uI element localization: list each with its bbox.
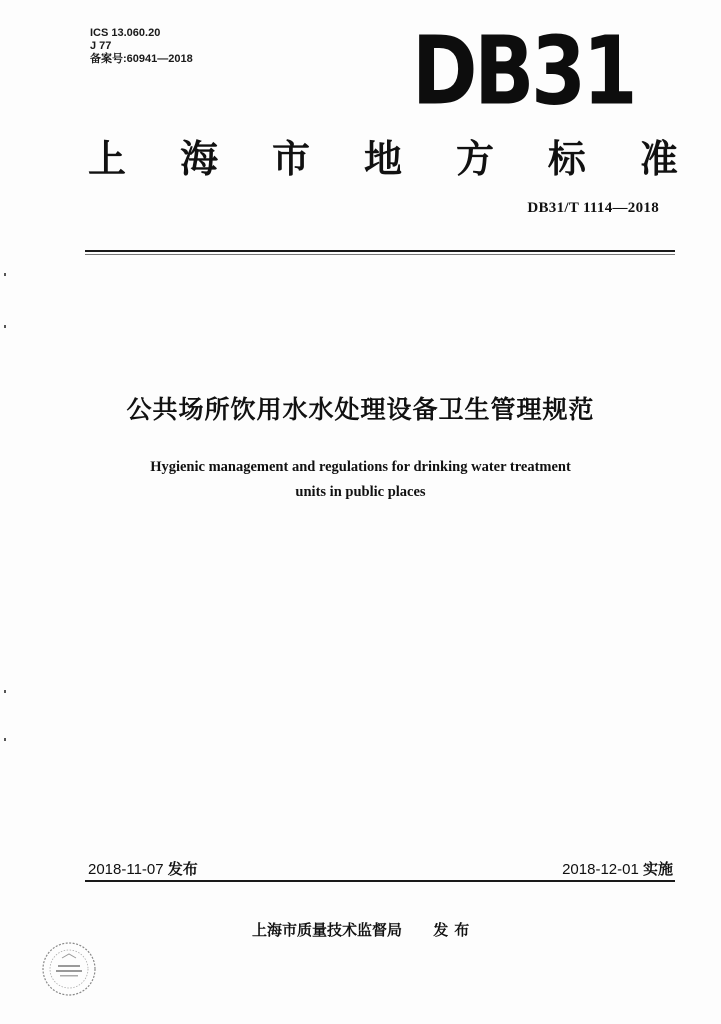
standard-title-char: 方 [455, 137, 494, 181]
standard-title-char: 市 [271, 137, 310, 181]
classification-block [90, 27, 193, 66]
implementation-date-suffix: 实施 [642, 861, 673, 878]
scan-mark [4, 325, 6, 328]
header-divider [85, 250, 675, 252]
scan-mark [4, 690, 6, 693]
publisher-name: 上海市质量技术监督局 [252, 921, 403, 939]
issue-date-value: 2018-11-07 [88, 861, 164, 878]
header-divider-thin [85, 254, 675, 255]
filing-number: 备案号:60941—2018 [90, 53, 193, 65]
standard-number: DB31/T 1114—2018 [527, 200, 659, 216]
scan-mark [4, 738, 6, 741]
standard-type-title [88, 128, 678, 183]
document-title-english [0, 455, 721, 505]
official-seal-icon [40, 940, 98, 998]
english-title-line-2: units in public places [295, 484, 426, 500]
publisher-verb: 发布 [433, 921, 476, 939]
standard-title-char: 标 [547, 137, 586, 181]
issue-date [88, 858, 198, 879]
scan-mark [4, 273, 6, 276]
document-title-chinese: 公共场所饮用水水处理设备卫生管理规范 [126, 395, 595, 424]
implementation-date [562, 858, 673, 879]
db31-logo: DB31 [411, 16, 635, 127]
class-code: J 77 [90, 40, 112, 52]
issue-date-suffix: 发布 [167, 861, 198, 878]
implementation-date-value: 2018-12-01 [562, 861, 639, 878]
english-title-line-1: Hygienic management and regulations for drinking water treatment [150, 459, 571, 475]
standard-title-char: 海 [179, 137, 218, 181]
standard-title-char: 上 [88, 137, 127, 181]
standard-title-char: 准 [639, 137, 678, 181]
footer-divider [85, 880, 675, 882]
standard-title-char: 地 [363, 137, 402, 181]
publisher-line [252, 919, 475, 940]
ics-code: ICS 13.060.20 [90, 27, 161, 39]
